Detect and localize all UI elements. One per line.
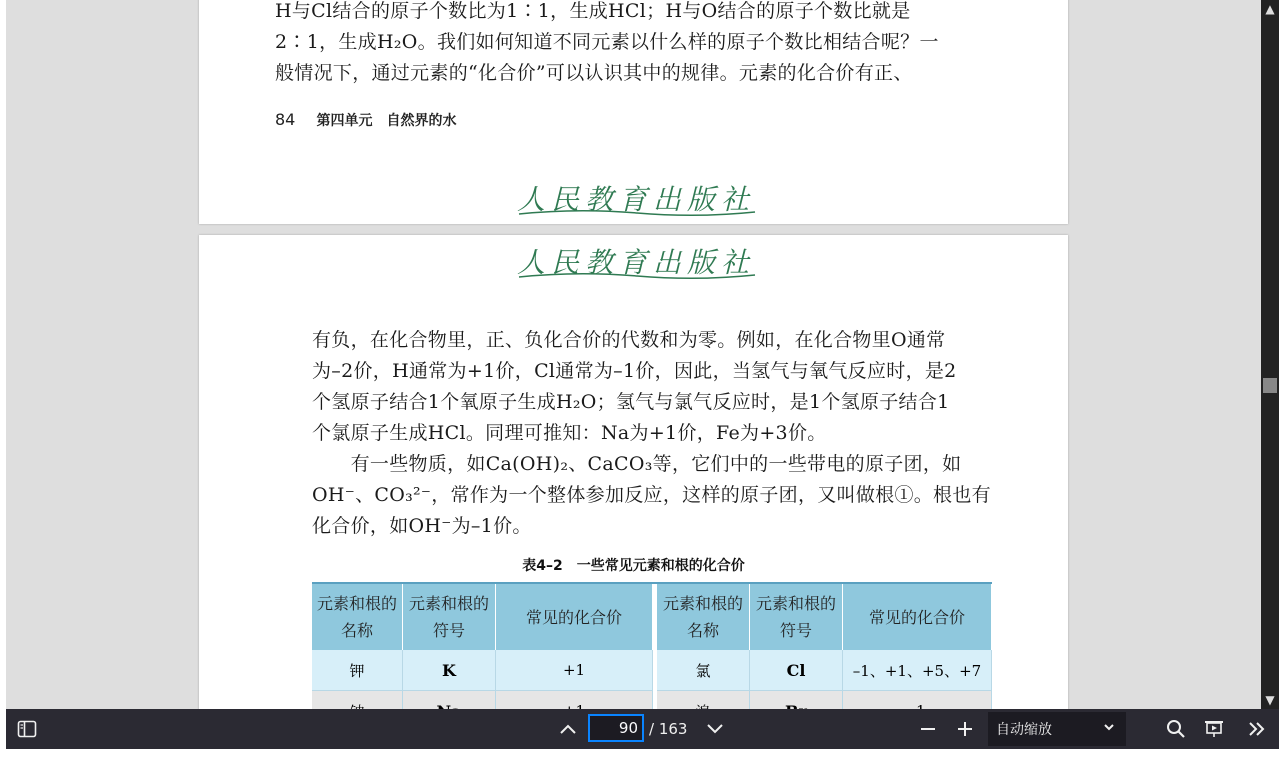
presentation-mode-button[interactable] xyxy=(1199,714,1229,744)
logo-underline xyxy=(517,208,757,218)
text-line: 化合价，如OH⁻为–1价。 xyxy=(312,515,532,537)
page-footer xyxy=(275,110,456,130)
table-header: 元素和根的符号 xyxy=(750,583,843,650)
zoom-out-button[interactable] xyxy=(913,714,943,744)
table-header: 元素和根的符号 xyxy=(403,583,496,650)
scroll-down-arrow-icon[interactable]: ▼ xyxy=(1265,693,1275,707)
text-line: 般情况下，通过元素的“化合价”可以认识其中的规律。元素的化合价有正、 xyxy=(275,62,913,84)
table-cell: 钾 xyxy=(312,650,403,691)
publisher-logo-text: 人民教育出版社 xyxy=(517,246,756,279)
sidebar-toggle-button[interactable] xyxy=(12,714,42,744)
page-number: 84 xyxy=(275,110,296,129)
zoom-in-button[interactable] xyxy=(950,714,980,744)
table-cell: K xyxy=(403,650,496,691)
publisher-logo xyxy=(517,178,757,214)
plus-icon xyxy=(956,720,974,738)
minus-icon xyxy=(919,720,937,738)
table-row xyxy=(312,650,992,691)
presentation-icon xyxy=(1204,719,1224,739)
table-cell: 氯 xyxy=(657,650,750,691)
publisher-logo-text: 人民教育出版社 xyxy=(517,183,756,216)
page-count: / 163 xyxy=(649,720,688,738)
unit-title: 第四单元 自然界的水 xyxy=(316,113,457,129)
publisher-logo xyxy=(517,241,757,277)
table-header: 常见的化合价 xyxy=(496,583,653,650)
table-cell: Cl xyxy=(750,650,843,691)
table-cell: +1 xyxy=(496,650,653,691)
pdf-page-85 xyxy=(199,235,1068,735)
text-line: 为–2价，H通常为+1价，Cl通常为–1价，因此，当氢气与氧气反应时，是2 xyxy=(312,360,957,382)
zoom-select[interactable] xyxy=(988,712,1126,746)
text-line: 有一些物质，如Ca(OH)₂、CaCO₃等，它们中的一些带电的原子团，如 xyxy=(312,453,962,475)
sidebar-toggle-icon xyxy=(17,720,37,738)
more-tools-button[interactable] xyxy=(1242,714,1272,744)
search-icon xyxy=(1166,719,1186,739)
document-viewer[interactable] xyxy=(6,0,1261,709)
table-header: 常见的化合价 xyxy=(843,583,992,650)
next-page-button[interactable] xyxy=(700,714,730,744)
text-line: 个氢原子结合1个氧原子生成H₂O；氢气与氯气反应时，是1个氢原子结合1 xyxy=(312,391,950,413)
search-button[interactable] xyxy=(1161,714,1191,744)
text-line: 2∶1，生成H₂O。我们如何知道不同元素以什么样的原子个数比相结合呢？一 xyxy=(275,31,939,53)
vertical-scrollbar[interactable] xyxy=(1261,0,1279,709)
previous-page-button[interactable] xyxy=(553,714,583,744)
chevron-down-icon xyxy=(1102,720,1116,734)
chevron-up-icon xyxy=(559,723,577,735)
text-line: 有负，在化合物里，正、负化合价的代数和为零。例如，在化合物里O通常 xyxy=(312,329,946,351)
table-header: 元素和根的名称 xyxy=(312,583,403,650)
table-header: 元素和根的名称 xyxy=(657,583,750,650)
pdf-page-84 xyxy=(199,0,1068,224)
double-chevron-right-icon xyxy=(1247,720,1267,738)
logo-underline xyxy=(517,271,757,281)
text-line: 个氯原子生成HCl。同理可推知：Na为+1价，Fe为+3价。 xyxy=(312,422,827,444)
page-number-input[interactable] xyxy=(589,715,643,741)
chevron-down-icon xyxy=(706,723,724,735)
scroll-thumb[interactable] xyxy=(1263,378,1277,393)
scroll-up-arrow-icon[interactable]: ▲ xyxy=(1265,2,1275,16)
pdf-toolbar xyxy=(6,709,1279,749)
text-line: H与Cl结合的原子个数比为1∶1，生成HCl；H与O结合的原子个数比就是 xyxy=(275,0,911,22)
table-title: 表4–2 一些常见元素和根的化合价 xyxy=(522,558,745,574)
text-line: OH⁻、CO₃²⁻，常作为一个整体参加反应，这样的原子团，又叫做根①。根也有 xyxy=(312,484,991,506)
table-cell: –1、+1、+5、+7 xyxy=(843,650,992,691)
table-header-row xyxy=(312,583,992,650)
zoom-select-value: 自动缩放 xyxy=(996,722,1052,738)
